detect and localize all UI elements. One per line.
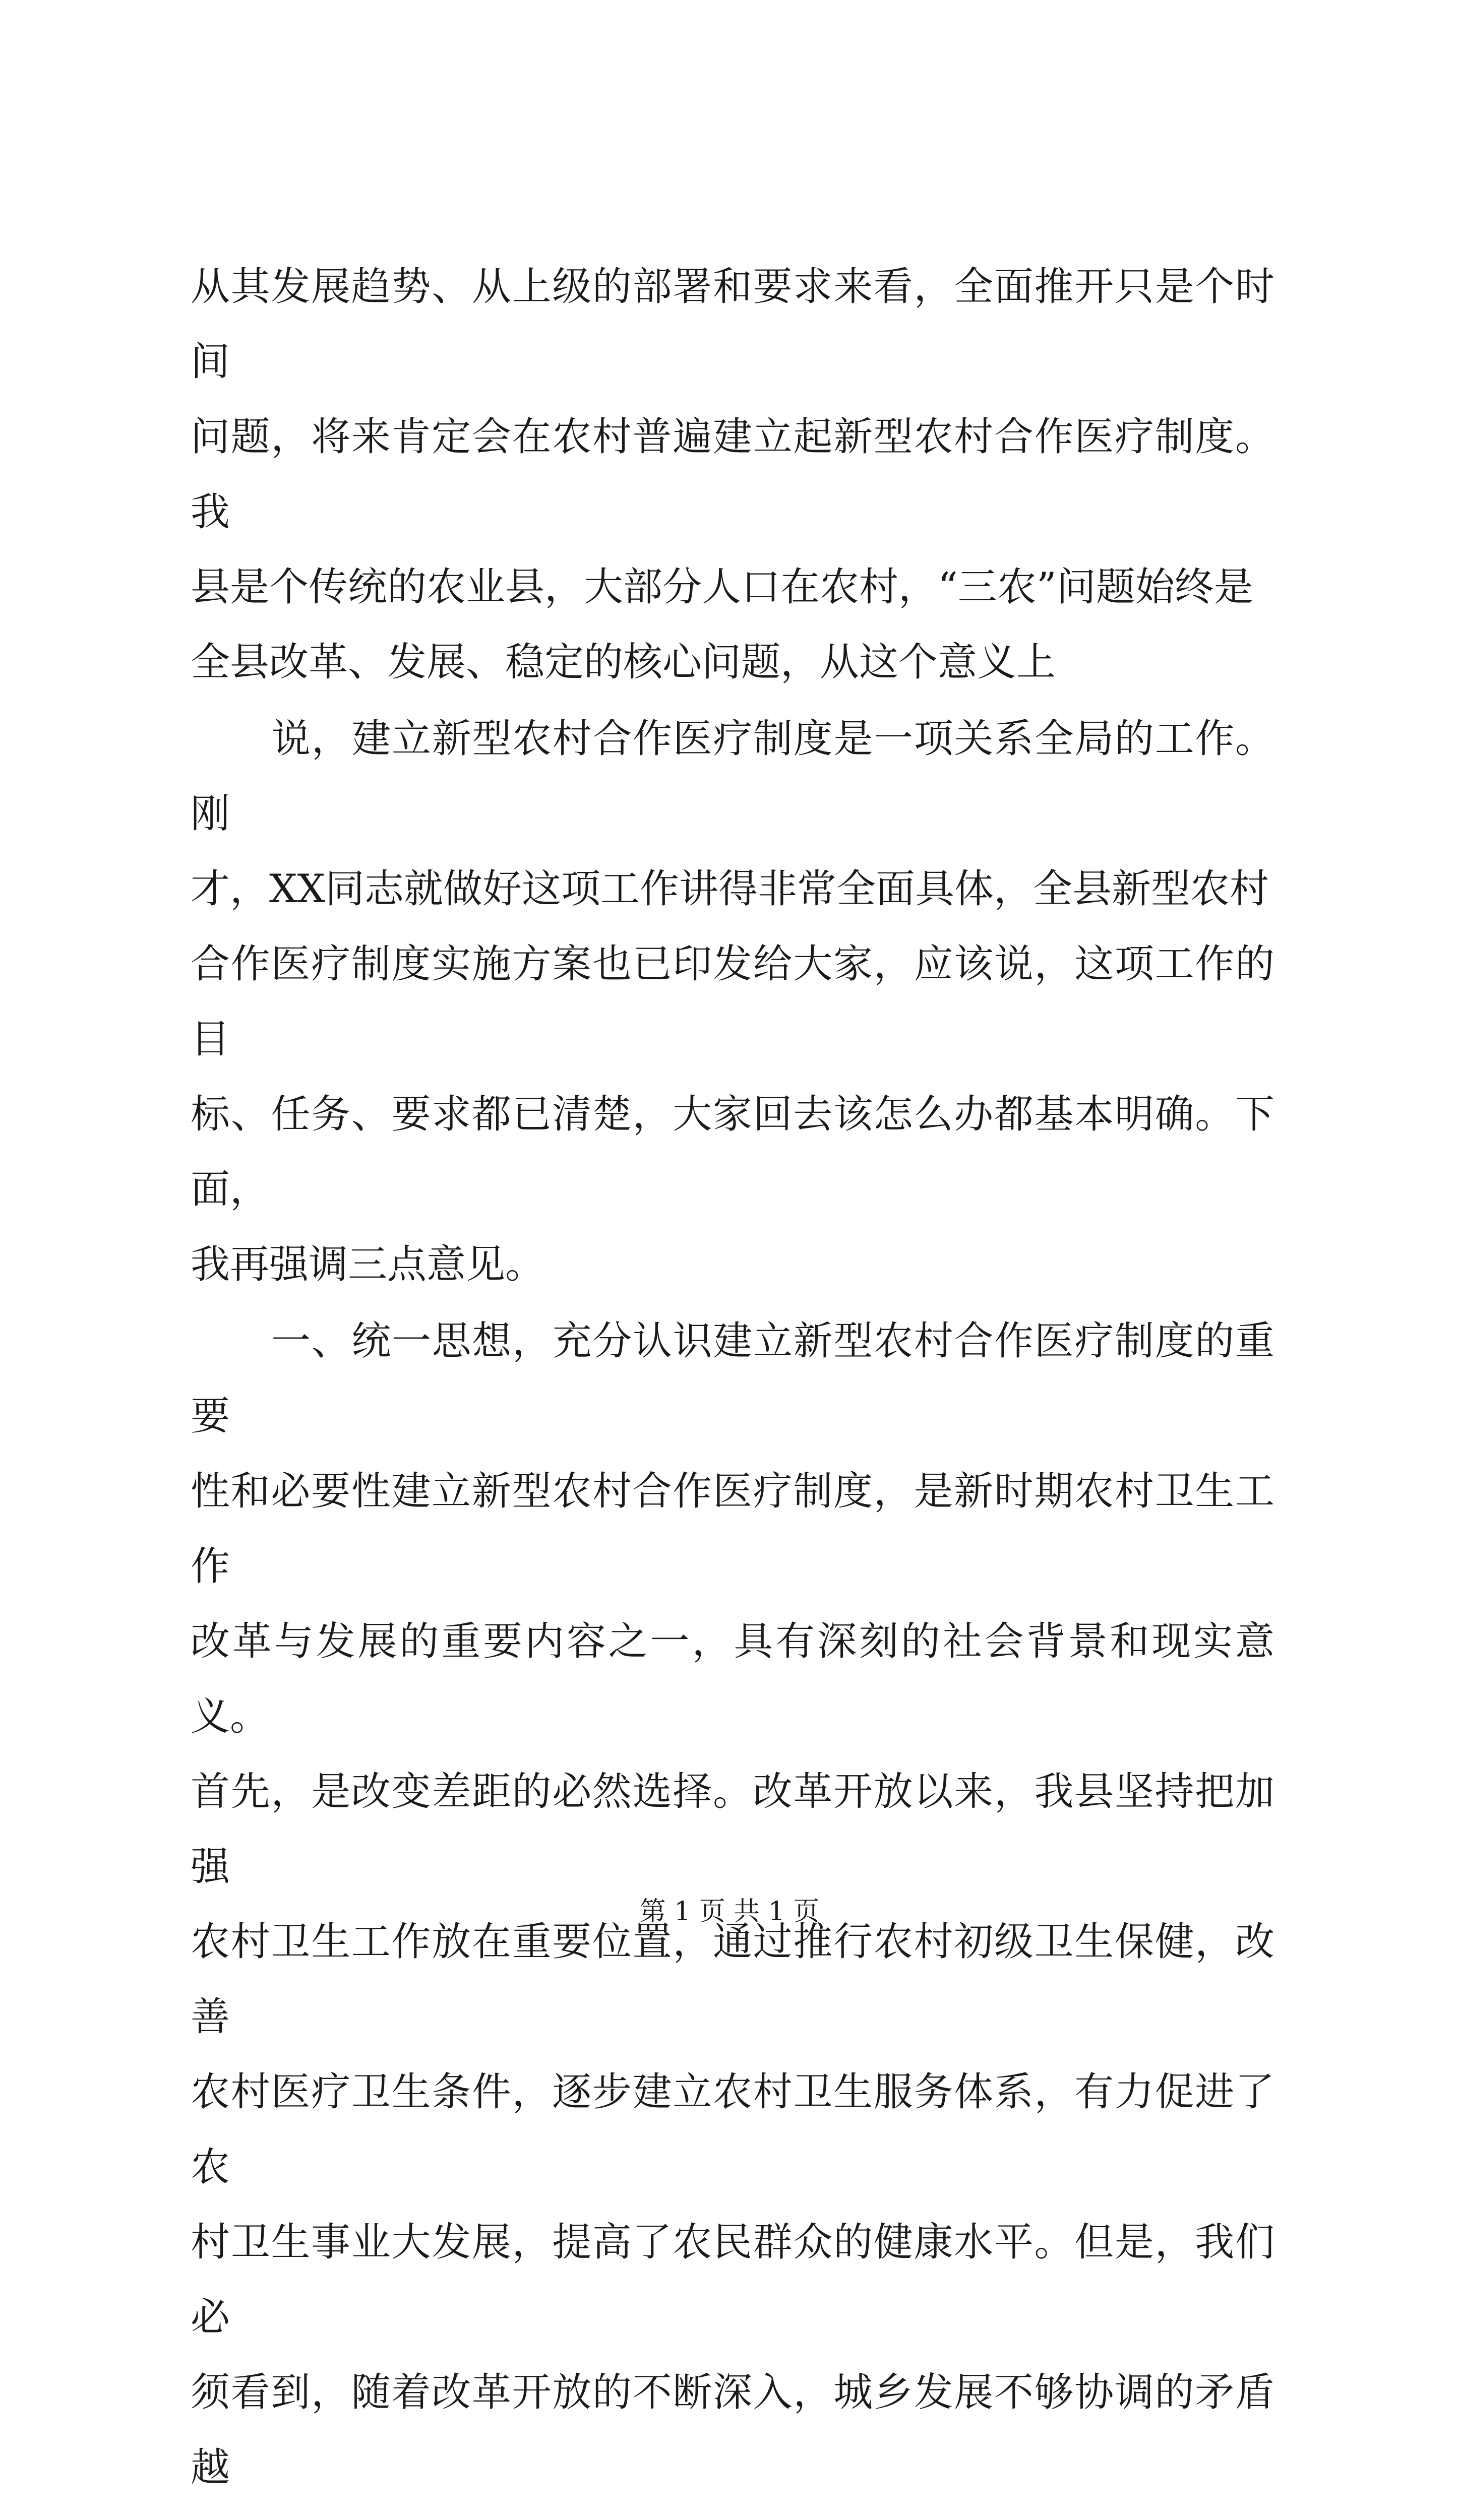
page-number-label: 第 1 页 共 1 页 [639,1897,820,1927]
text-line: 改革与发展的重要内容之一，具有深刻的社会背景和现实意义。 [191,1619,1274,1739]
text-line: 县是个传统的农业县，大部分人口在农村，“三农”问题始终是 [191,564,1253,610]
text-line: 我再强调三点意见。 [191,1242,545,1287]
paragraph-2 [191,702,1274,1302]
text-line: 标、任务、要求都已清楚，大家回去该怎么办都基本明确。下面， [191,1092,1274,1212]
text-line: 全县改革、发展、稳定的核心问题，从这个意义上 [191,640,1056,685]
document-body [191,249,1274,2520]
text-line: 合作医疗制度实施方案也已印发给大家，应该说，这项工作的目 [191,941,1274,1062]
text-line: 村卫生事业大发展，提高了农民群众的健康水平。但是，我们必 [191,2220,1274,2340]
text-line: 一、统一思想，充分认识建立新型农村合作医疗制度的重要 [191,1318,1274,1439]
page-footer [0,1890,1459,1928]
text-line: 农村医疗卫生条件，逐步建立农村卫生服务体系，有力促进了农 [191,2069,1274,2190]
text-line: 从其发展趋势、从上级的部署和要求来看，全面推开只是个时间 [191,264,1274,385]
text-line: 性和必要性建立新型农村合作医疗制度，是新时期农村卫生工作 [191,1469,1274,1589]
text-line: 农村卫生工作放在重要位置，通过推行农村初级卫生保健，改善 [191,1919,1274,2040]
text-line [191,2505,1274,2520]
text-line: 须看到，随着改革开放的不断深入，城乡发展不够协调的矛盾越 [191,2370,1274,2490]
text-line: 才，XX同志就做好这项工作讲得非常全面具体，全县新型农村 [191,866,1269,912]
text-line: 首先，是改变差距的必然选择。改革开放以来，我县坚持把加强 [191,1769,1274,1889]
paragraph-1 [191,249,1274,700]
text-line: 说，建立新型农村合作医疗制度是一项关系全局的工作。刚 [191,716,1274,837]
text-line: 问题，将来肯定会在农村普遍建立起新型农村合作医疗制度。我 [191,414,1274,535]
